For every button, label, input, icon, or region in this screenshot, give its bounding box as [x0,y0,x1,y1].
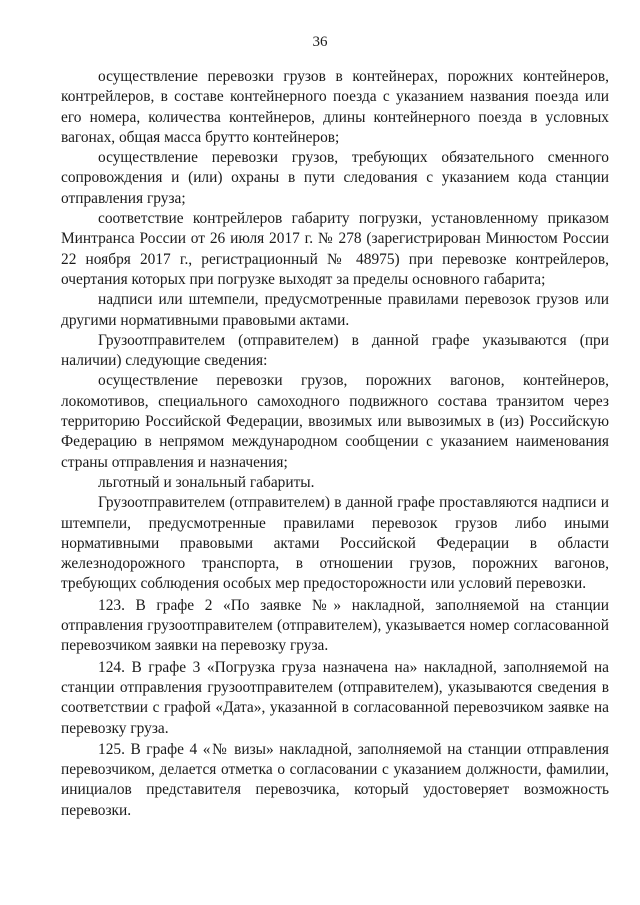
paragraph-preferential-gauge: льготный и зональный габариты. [98,473,315,491]
paragraph-item-123: 123. В графе 2 «По заявке №» накладной, заполняемой на станции отправления грузоотправителем (отправителем), указывается номер согласованной перевозчиком заявки на перевозку груза. [61,596,609,655]
paragraph-container-transport: осуществление перевозки грузов в контейнерах, порожних контейнеров, контрейлеров, в составе контейнерного поезда с указанием названия поезда или его номера, количества контейнеров, длины контейнерного поезда в условных вагонах, общая масса брутто контейнеров; [61,68,609,146]
paragraph-shipper-stamps: Грузоотправителем (отправителем) в данной графе проставляются надписи и штемпели, предусмотренные правилами перевозок грузов либо иными нормативными правовыми актами Российской Федерации в области железнодорожного транспорта, в отношении грузов, порожних вагонов, требующих соблюдения особых мер предосторожности или условий перевозки. [61,494,609,593]
paragraph-stamps-notes: надписи или штемпели, предусмотренные правилами перевозок грузов или другими нормативными правовыми актами. [61,291,609,329]
paragraph-trailer-gauge: соответствие контрейлеров габариту погрузки, установленному приказом Минтранса России от 26 июля 2017 г. № 278 (зарегистрирован Минюстом России 22 ноября 2017 г., регистрационный № 48975) при перевозке контрейлеров, очертания которых при погрузке выходят за пределы основного габарита; [61,210,609,288]
document-body [61,67,609,821]
paragraph-escort-guard: осуществление перевозки грузов, требующих обязательного сменного сопровождения и (или) охраны в пути следования с указанием кода станции отправления груза; [61,149,609,207]
paragraph-item-124: 124. В графе 3 «Погрузка груза назначена на» накладной, заполняемой на станции отправления грузоотправителем (отправителем), указываются сведения в соответствии с графой «Дата», указанной в согласованной перевозчиком заявке на перевозку груза. [61,658,609,737]
paragraph-transit-transport: осуществление перевозки грузов, порожних вагонов, контейнеров, локомотивов, специального самоходного подвижного состава транзитом через территорию Российской Федерации, ввозимых или вывозимых в (из) Российскую Федерацию в непрямом международном сообщении с указанием наименования страны отправления и назначения; [61,372,609,471]
paragraph-item-125: 125. В графе 4 «№ визы» накладной, заполняемой на станции отправления перевозчиком, делается отметка о согласовании с указанием должности, фамилии, инициалов представителя перевозчика, который удостоверяет возможность перевозки. [61,740,609,819]
paragraph-shipper-info-intro: Грузоотправителем (отправителем) в данной графе указываются (при наличии) следующие сведения: [61,331,609,370]
page-number: 36 [312,34,328,50]
